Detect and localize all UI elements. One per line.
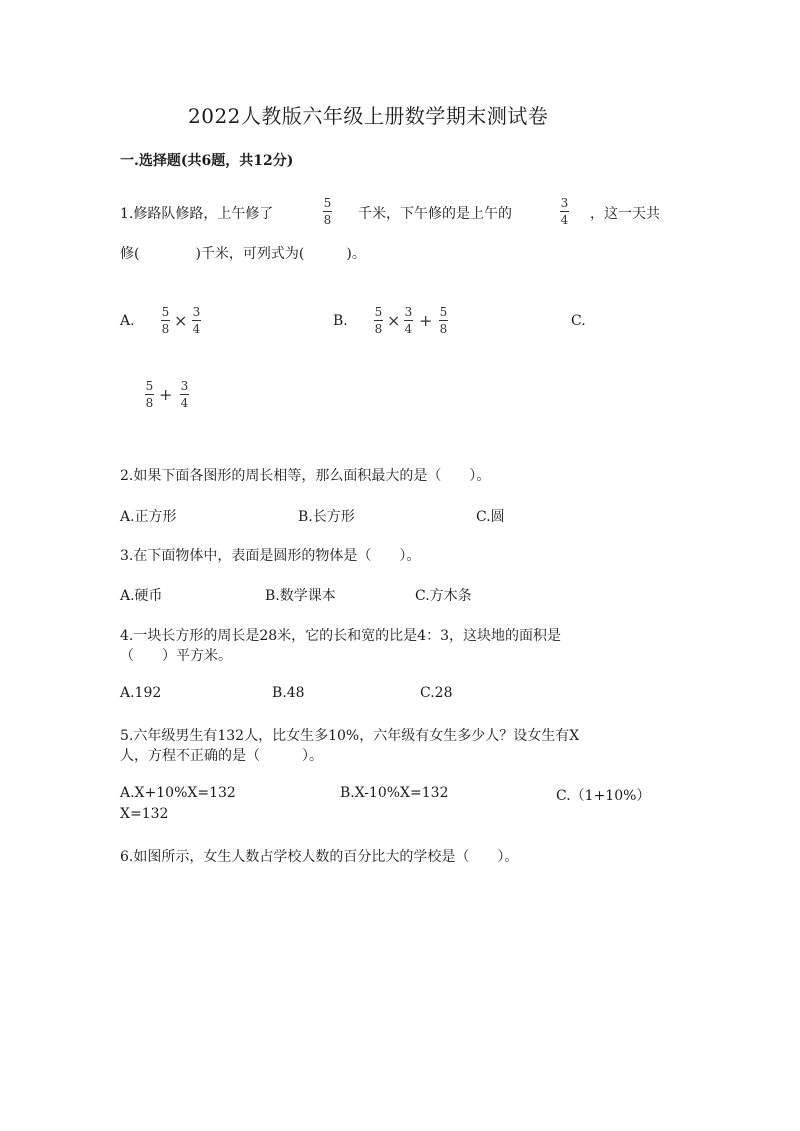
q5-text-line1: 5.六年级男生有132人，比女生多10%，六年级有女生多少人？设女生有X bbox=[120, 728, 580, 744]
frac-bar bbox=[404, 320, 413, 321]
q6-text: 6.如图所示，女生人数占学校人数的百分比大的学校是（ ）。 bbox=[120, 849, 519, 865]
fraction bbox=[145, 380, 154, 409]
frac-numerator: 3 bbox=[192, 305, 201, 319]
q4-option-a[interactable]: A.192 bbox=[120, 685, 162, 701]
q4-text-line1: 4.一块长方形的周长是28米，它的长和宽的比是4：3，这块地的面积是 bbox=[120, 628, 561, 644]
frac-bar bbox=[161, 320, 170, 321]
frac-denominator: 4 bbox=[560, 213, 569, 227]
fraction bbox=[192, 306, 201, 335]
q2-option-a[interactable]: A.正方形 bbox=[120, 509, 177, 525]
q1-text-part1: 1.修路队修路，上午修了 bbox=[120, 206, 274, 222]
frac-numerator: 3 bbox=[560, 196, 569, 210]
q5-option-c[interactable]: C.（1+10%） bbox=[556, 788, 651, 804]
page-title: 2022人教版六年级上册数学期末测试卷 bbox=[188, 104, 549, 128]
frac-numerator: 3 bbox=[180, 379, 189, 393]
fraction bbox=[161, 306, 170, 335]
frac-numerator: 5 bbox=[374, 305, 383, 319]
frac-denominator: 8 bbox=[323, 213, 332, 227]
q5-option-b[interactable]: B.X-10%X=132 bbox=[340, 785, 449, 801]
frac-numerator: 5 bbox=[439, 305, 448, 319]
frac-bar bbox=[180, 394, 189, 395]
frac-bar bbox=[145, 394, 154, 395]
frac-denominator: 8 bbox=[374, 322, 383, 336]
frac-denominator: 4 bbox=[180, 396, 189, 410]
q3-option-a[interactable]: A.硬币 bbox=[120, 588, 163, 604]
q1-option-b-label[interactable]: B. bbox=[333, 313, 348, 329]
fraction bbox=[439, 306, 448, 335]
q2-option-b[interactable]: B.长方形 bbox=[298, 509, 355, 525]
q2-text: 2.如果下面各图形的周长相等，那么面积最大的是（ ）。 bbox=[120, 468, 491, 484]
frac-bar bbox=[560, 211, 569, 212]
q3-option-c[interactable]: C.方木条 bbox=[415, 588, 472, 604]
q1-text-part2: 千米，下午修的是上午的 bbox=[358, 206, 512, 222]
frac-bar bbox=[374, 320, 383, 321]
frac-bar bbox=[439, 320, 448, 321]
q1-fraction-3-4 bbox=[560, 197, 569, 226]
frac-bar bbox=[323, 211, 332, 212]
q4-option-c[interactable]: C.28 bbox=[420, 685, 453, 701]
q1-text-line2: 修( )千米，可列式为( )。 bbox=[120, 246, 366, 262]
fraction bbox=[404, 306, 413, 335]
frac-bar bbox=[192, 320, 201, 321]
fraction bbox=[374, 306, 383, 335]
multiply-sign: × bbox=[387, 311, 401, 330]
q1-text-part3: ，这一天共 bbox=[590, 206, 660, 222]
frac-numerator: 3 bbox=[404, 305, 413, 319]
frac-denominator: 8 bbox=[161, 322, 170, 336]
multiply-sign: × bbox=[174, 311, 188, 330]
frac-denominator: 4 bbox=[404, 322, 413, 336]
q1-option-a-label[interactable]: A. bbox=[120, 313, 135, 329]
frac-denominator: 8 bbox=[145, 396, 154, 410]
section-heading: 一.选择题(共6题，共12分) bbox=[120, 153, 294, 169]
q4-option-b[interactable]: B.48 bbox=[272, 685, 305, 701]
q3-text: 3.在下面物体中，表面是圆形的物体是（ ）。 bbox=[120, 548, 421, 564]
q4-text-line2: （ ）平方米。 bbox=[120, 648, 232, 664]
q1-fraction-5-8 bbox=[323, 197, 332, 226]
q5-option-a[interactable]: A.X+10%X=132 bbox=[120, 785, 236, 801]
frac-denominator: 8 bbox=[439, 322, 448, 336]
q3-option-b[interactable]: B.数学课本 bbox=[265, 588, 336, 604]
frac-denominator: 4 bbox=[192, 322, 201, 336]
frac-numerator: 5 bbox=[161, 305, 170, 319]
fraction bbox=[180, 380, 189, 409]
q1-option-c-label[interactable]: C. bbox=[571, 313, 586, 329]
frac-numerator: 5 bbox=[323, 196, 332, 210]
plus-sign: + bbox=[159, 385, 173, 404]
q5-option-c-continued: X=132 bbox=[120, 806, 169, 822]
plus-sign: + bbox=[419, 311, 433, 330]
frac-numerator: 5 bbox=[145, 379, 154, 393]
q5-text-line2: 人，方程不正确的是（ ）。 bbox=[120, 748, 323, 764]
q2-option-c[interactable]: C.圆 bbox=[476, 509, 505, 525]
